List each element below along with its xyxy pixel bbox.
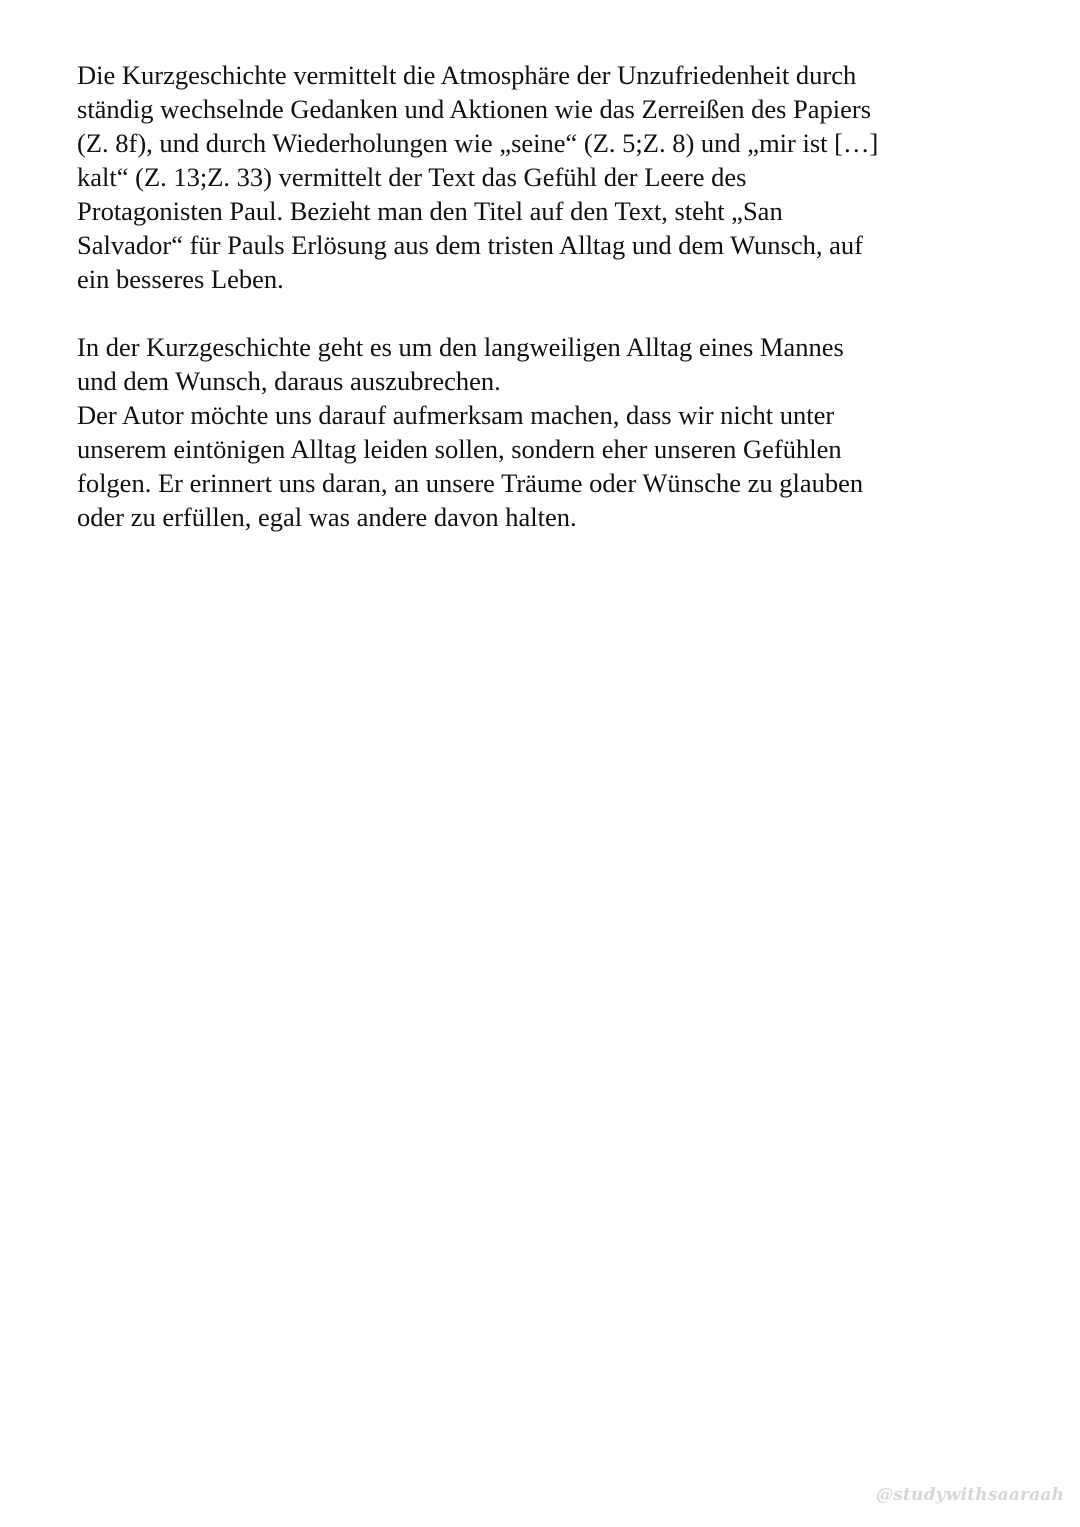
text-line: kalt“ (Z. 13;Z. 33) vermittelt der Text das Gefühl der Leere des [77, 162, 747, 192]
text-line: ein besseres Leben. [77, 264, 284, 294]
text-line: In der Kurzgeschichte geht es um den langweiligen Alltag eines Mannes [77, 332, 844, 362]
text-line: Der Autor möchte uns darauf aufmerksam machen, dass wir nicht unter [77, 400, 835, 430]
text-line: oder zu erfüllen, egal was andere davon halten. [77, 502, 577, 532]
text-line: unserem eintönigen Alltag leiden sollen, sondern eher unseren Gefühlen [77, 434, 842, 464]
text-line: Protagonisten Paul. Bezieht man den Titel auf den Text, steht „San [77, 196, 783, 226]
text-line: (Z. 8f), und durch Wiederholungen wie „seine“ (Z. 5;Z. 8) und „mir ist […] [77, 128, 879, 158]
paragraph-summary [77, 330, 1027, 534]
text-line: Die Kurzgeschichte vermittelt die Atmosphäre der Unzufriedenheit durch [77, 60, 857, 90]
text-line: ständig wechselnde Gedanken und Aktionen wie das Zerreißen des Papiers [77, 94, 872, 124]
document-page [77, 58, 1027, 534]
text-line: und dem Wunsch, daraus auszubrechen. [77, 366, 501, 396]
paragraph-analysis [77, 58, 1027, 296]
text-line: folgen. Er erinnert uns daran, an unsere Träume oder Wünsche zu glauben [77, 468, 864, 498]
text-line: Salvador“ für Pauls Erlösung aus dem tristen Alltag und dem Wunsch, auf [77, 230, 863, 260]
watermark: @studywithsaaraah [876, 1485, 1065, 1505]
